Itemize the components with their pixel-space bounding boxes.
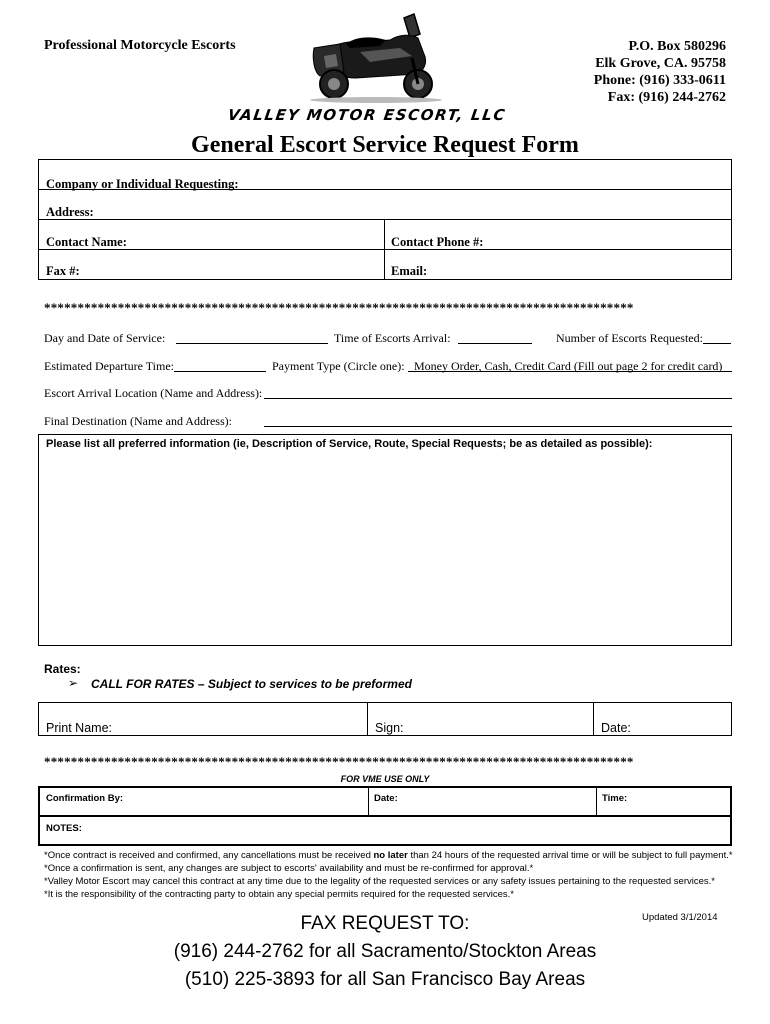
num-escorts-field[interactable] bbox=[703, 343, 731, 344]
vme-table bbox=[38, 786, 732, 846]
email-label: Email: bbox=[391, 264, 428, 278]
contact-row[interactable] bbox=[39, 220, 731, 250]
arrival-location-field[interactable] bbox=[264, 398, 732, 399]
num-escorts-label: Number of Escorts Requested: bbox=[556, 331, 703, 345]
address-block bbox=[594, 38, 726, 106]
final-destination-field[interactable] bbox=[264, 426, 732, 427]
terms-list bbox=[44, 849, 733, 901]
column-divider bbox=[367, 703, 368, 735]
rates-text: CALL FOR RATES – Subject to services to be preformed bbox=[91, 677, 412, 691]
fax-sacramento: (916) 244-2762 for all Sacramento/Stockton Areas bbox=[173, 941, 597, 962]
term-permits: *It is the responsibility of the contracting party to obtain any special permits required for the requested services.* bbox=[44, 889, 514, 900]
fax-line: Fax: (916) 244-2762 bbox=[607, 90, 726, 105]
preferred-info-label: Please list all preferred information (ie, Description of Service, Route, Special Requests; be as detailed as possible): bbox=[46, 438, 653, 450]
column-divider bbox=[596, 788, 597, 817]
notes-label: NOTES: bbox=[46, 823, 82, 834]
fax-request-block bbox=[0, 910, 770, 994]
payment-type-field bbox=[408, 371, 732, 372]
final-destination-label: Final Destination (Name and Address): bbox=[44, 414, 232, 428]
arrival-time-label: Time of Escorts Arrival: bbox=[334, 331, 451, 345]
rates-label: Rates: bbox=[44, 662, 81, 676]
fax-heading: FAX REQUEST TO: bbox=[300, 913, 470, 934]
vme-date-label: Date: bbox=[374, 793, 398, 804]
column-divider bbox=[384, 220, 385, 279]
contact-phone-label: Contact Phone #: bbox=[391, 235, 484, 249]
form-title: General Escort Service Request Form bbox=[191, 132, 579, 158]
print-name-label: Print Name: bbox=[46, 721, 112, 735]
address-label: Address: bbox=[46, 205, 94, 219]
term-changes: *Once a confirmation is sent, any changes are subject to escorts' availability and must be re-confirmed for approval.* bbox=[44, 863, 534, 874]
address-row[interactable] bbox=[39, 190, 731, 220]
po-box: P.O. Box 580296 bbox=[628, 39, 726, 54]
vme-time-label: Time: bbox=[602, 793, 628, 804]
day-date-label: Day and Date of Service: bbox=[44, 331, 166, 345]
city-line: Elk Grove, CA. 95758 bbox=[595, 56, 726, 71]
company-label: Company or Individual Requesting: bbox=[46, 177, 239, 191]
departure-time-field[interactable] bbox=[174, 371, 266, 372]
updated-date: Updated 3/1/2014 bbox=[642, 912, 718, 923]
term-text: than 24 hours of the requested arrival time or will be subject to full payment.* bbox=[407, 850, 733, 861]
fax-email-row[interactable] bbox=[39, 250, 731, 281]
company-tagline: Professional Motorcycle Escorts bbox=[44, 38, 236, 53]
brand-name: VALLEY MOTOR ESCORT, LLC bbox=[226, 106, 508, 124]
fax-label: Fax #: bbox=[46, 264, 80, 278]
phone-line: Phone: (916) 333-0611 bbox=[593, 73, 726, 88]
payment-options[interactable]: Money Order, Cash, Credit Card (Fill out page 2 for credit card) bbox=[414, 359, 723, 373]
day-date-field[interactable] bbox=[176, 343, 328, 344]
separator-stars: **************************************************************************************** bbox=[44, 300, 634, 315]
confirmation-by-label: Confirmation By: bbox=[46, 793, 124, 804]
column-divider bbox=[368, 788, 369, 817]
preferred-info-textarea[interactable] bbox=[38, 434, 732, 646]
date-label: Date: bbox=[601, 721, 631, 735]
vme-use-only-label: FOR VME USE ONLY bbox=[340, 774, 430, 784]
requester-table bbox=[38, 159, 732, 280]
contact-name-label: Contact Name: bbox=[46, 235, 127, 249]
payment-type-label: Payment Type (Circle one): bbox=[272, 359, 405, 373]
departure-time-label: Estimated Departure Time: bbox=[44, 359, 174, 373]
term-cancellation bbox=[44, 849, 733, 862]
term-emphasis: no later bbox=[373, 850, 408, 861]
term-cancel-right: *Valley Motor Escort may cancel this contract at any time due to the legality of the requested services or any safety issues pertaining to the requested services.* bbox=[44, 876, 715, 887]
signature-table bbox=[38, 702, 732, 736]
company-row[interactable] bbox=[39, 160, 731, 190]
sign-label: Sign: bbox=[375, 721, 404, 735]
motorcycle-icon bbox=[300, 12, 450, 104]
separator-stars: **************************************************************************************** bbox=[44, 754, 634, 769]
fax-bay-area: (510) 225-3893 for all San Francisco Bay Areas bbox=[184, 969, 586, 990]
arrow-bullet-icon: ➢ bbox=[68, 676, 79, 690]
term-text: *Once contract is received and confirmed, any cancellations must be received bbox=[44, 850, 374, 861]
arrival-time-field[interactable] bbox=[458, 343, 532, 344]
column-divider bbox=[593, 703, 594, 735]
arrival-location-label: Escort Arrival Location (Name and Address): bbox=[44, 386, 263, 400]
